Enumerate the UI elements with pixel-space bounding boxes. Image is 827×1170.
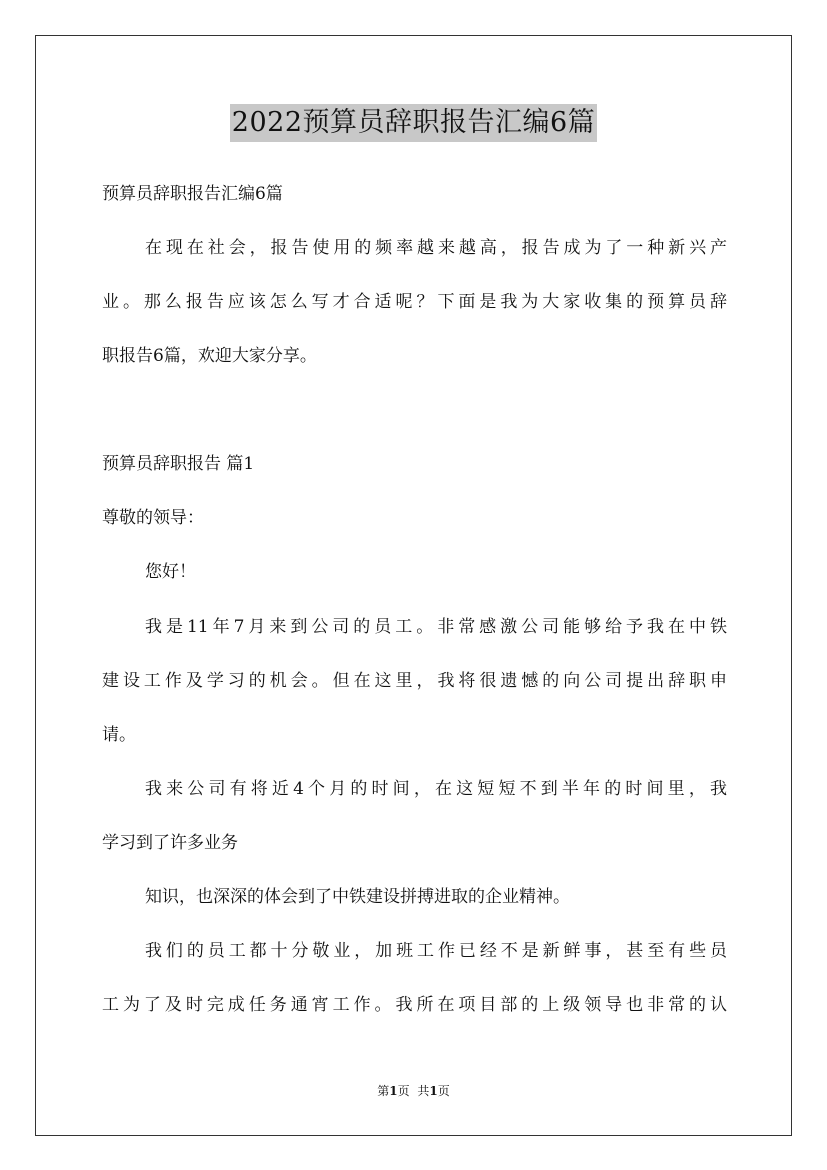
title-wrapper	[0, 104, 827, 142]
section-heading: 预算员辞职报告 篇1	[102, 454, 255, 474]
paragraph-line: 业。那么报告应该怎么写才合适呢？下面是我为大家收集的预算员辞	[102, 292, 727, 312]
page-suffix: 页	[397, 1084, 410, 1098]
greeting: 您好！	[145, 562, 196, 582]
subtitle-line: 预算员辞职报告汇编6篇	[102, 184, 283, 204]
paragraph-line: 工为了及时完成任务通宵工作。我所在项目部的上级领导也非常的认	[102, 995, 727, 1015]
paragraph-line: 建设工作及学习的机会。但在这里，我将很遗憾的向公司提出辞职申	[102, 671, 727, 691]
salutation: 尊敬的领导：	[102, 508, 204, 528]
paragraph-line: 知识，也深深的体会到了中铁建设拼搏进取的企业精神。	[145, 887, 570, 907]
paragraph-line: 学习到了许多业务	[102, 833, 238, 853]
paragraph-line: 我是11年7月来到公司的员工。非常感激公司能够给予我在中铁	[145, 617, 727, 637]
page-number: 1	[389, 1084, 398, 1098]
document-title: 2022预算员辞职报告汇编6篇	[230, 104, 597, 142]
page-footer	[0, 1083, 827, 1099]
total-suffix: 页	[437, 1084, 450, 1098]
total-prefix: 共	[417, 1084, 430, 1098]
paragraph-line: 职报告6篇，欢迎大家分享。	[102, 346, 317, 366]
paragraph-line: 请。	[102, 725, 136, 745]
paragraph-line: 在现在社会，报告使用的频率越来越高，报告成为了一种新兴产	[145, 238, 727, 258]
paragraph-line: 我来公司有将近4个月的时间，在这短短不到半年的时间里，我	[145, 779, 727, 799]
total-pages: 1	[429, 1084, 438, 1098]
paragraph-line: 我们的员工都十分敬业，加班工作已经不是新鲜事，甚至有些员	[145, 941, 727, 961]
page-prefix: 第	[377, 1084, 390, 1098]
